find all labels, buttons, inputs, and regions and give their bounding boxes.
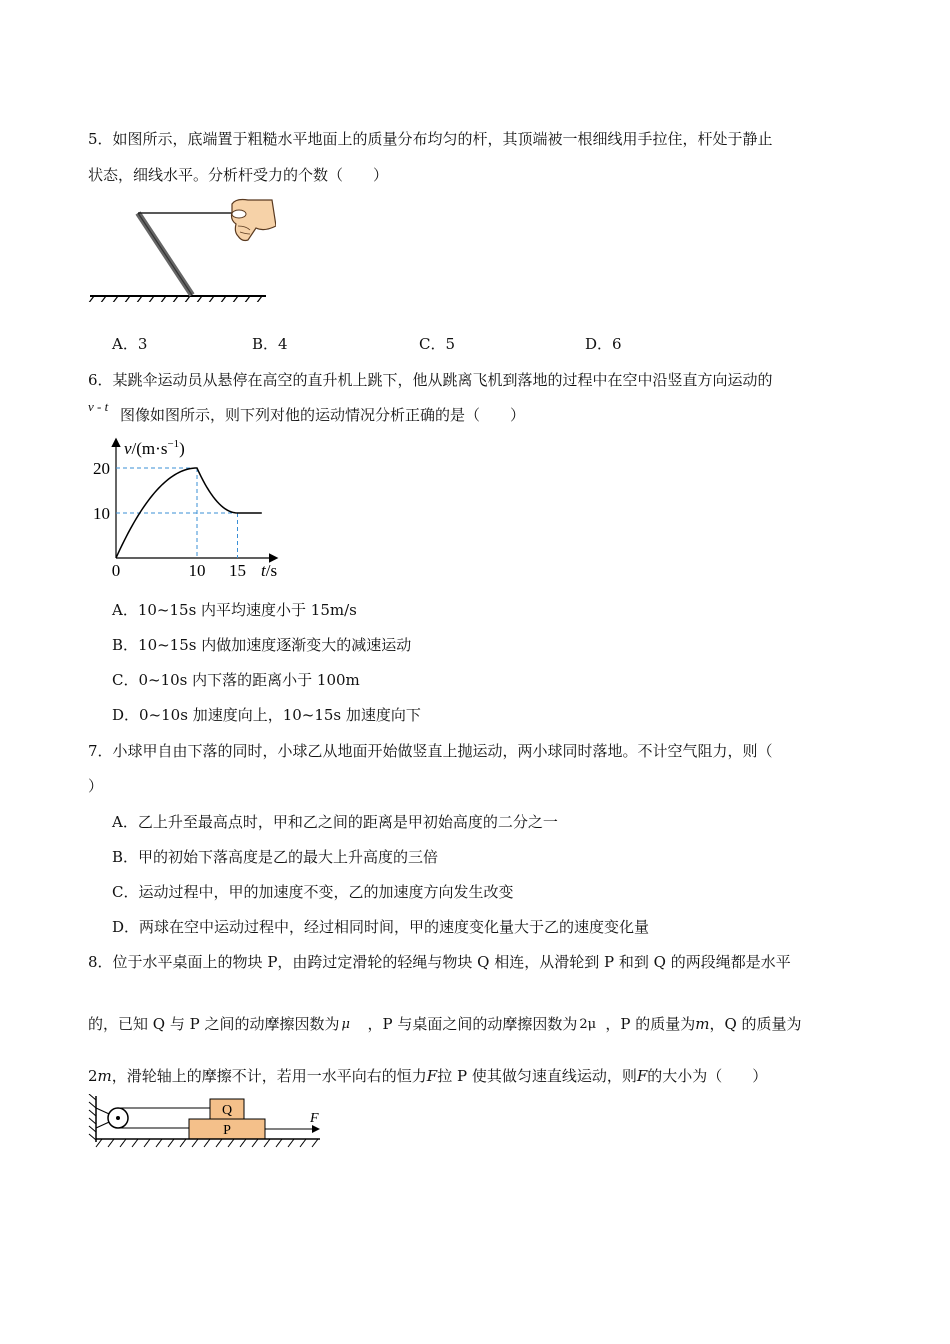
q5-option-b: B．4	[252, 335, 288, 353]
q5-option-a: A．3	[112, 335, 148, 353]
pulley-blocks-figure	[86, 1094, 326, 1150]
y-axis-label: $v/(m\cdot s^{-1})$	[124, 438, 185, 458]
q8-stem-line1: 8．位于水平桌面上的物块 P，由跨过定滑轮的轻绳与物块 Q 相连，从滑轮到 P 和到 Q 的两段绳都是水平	[88, 953, 791, 971]
q5-option-c: C．5	[419, 335, 456, 353]
q6-option-d: D．0~10s 加速度向上，10~15s 加速度向下	[112, 706, 421, 724]
x-tick-label: 0	[111, 561, 121, 580]
x-axis-label: t/s	[261, 561, 278, 580]
q6-stem-line2: 图像如图所示，则下列对他的运动情况分析正确的是（ ）	[120, 406, 526, 424]
q7-option-d: D．两球在空中运动过程中，经过相同时间，甲的速度变化量大于乙的速度变化量	[112, 918, 650, 936]
force-label: F	[310, 1111, 319, 1126]
block-p-label: P	[223, 1123, 231, 1138]
q5-stem-line1: 5．如图所示，底端置于粗糙水平地面上的质量分布均匀的杆，其顶端被一根细线用手拉住，杆处于静止	[88, 130, 773, 148]
q7-stem-line1: 7．小球甲自由下落的同时，小球乙从地面开始做竖直上抛运动，两小球同时落地。不计空气阻力，则（	[88, 742, 773, 760]
q7-option-a: A．乙上升至最高点时，甲和乙之间的距离是甲初始高度的二分之一	[112, 813, 558, 831]
q6-option-c: C．0~10s 内下落的距离小于 100m	[112, 671, 360, 689]
mu-symbol: μ	[341, 1017, 350, 1032]
q8-stem-line2: 的，已知 Q 与 P 之间的动摩擦因数为 μ ，P 与桌面之间的动摩擦因数为 2μ ，P 的质量为m，Q 的质量为	[88, 1015, 802, 1033]
two-mu-symbol: 2μ	[579, 1017, 597, 1032]
q5-option-d: D．6	[585, 335, 622, 353]
y-tick-label: 20	[93, 459, 110, 478]
vt-chart	[86, 430, 296, 582]
q6-option-a: A．10~15s 内平均速度小于 15m/s	[112, 601, 357, 619]
rod-hand-figure	[86, 196, 276, 302]
q6-option-b: B．10~15s 内做加速度逐渐变大的减速运动	[112, 636, 412, 654]
hand-icon	[232, 200, 277, 241]
q5-stem-line2: 状态，细线水平。分析杆受力的个数（ ）	[88, 166, 389, 184]
x-tick-label: 15	[229, 561, 246, 580]
q6-stem-line1: 6．某跳伞运动员从悬停在高空的直升机上跳下，他从跳离飞机到落地的过程中在空中沿竖直方向运动的	[88, 371, 773, 389]
q7-stem-line2: ）	[88, 777, 104, 795]
q8-stem-line3: 2m，滑轮轴上的摩擦不计，若用一水平向右的恒力F拉 P 使其做匀速直线运动，则F的大小为（ ）	[88, 1067, 768, 1085]
q7-option-b: B．甲的初始下落高度是乙的最大上升高度的三倍	[112, 848, 439, 866]
x-tick-label: 10	[188, 561, 206, 580]
y-tick-label: 10	[93, 504, 110, 523]
q6-vt-label: v - t	[88, 399, 109, 414]
q7-option-c: C．运动过程中，甲的加速度不变，乙的加速度方向发生改变	[112, 883, 514, 901]
block-q-label: Q	[221, 1103, 233, 1118]
